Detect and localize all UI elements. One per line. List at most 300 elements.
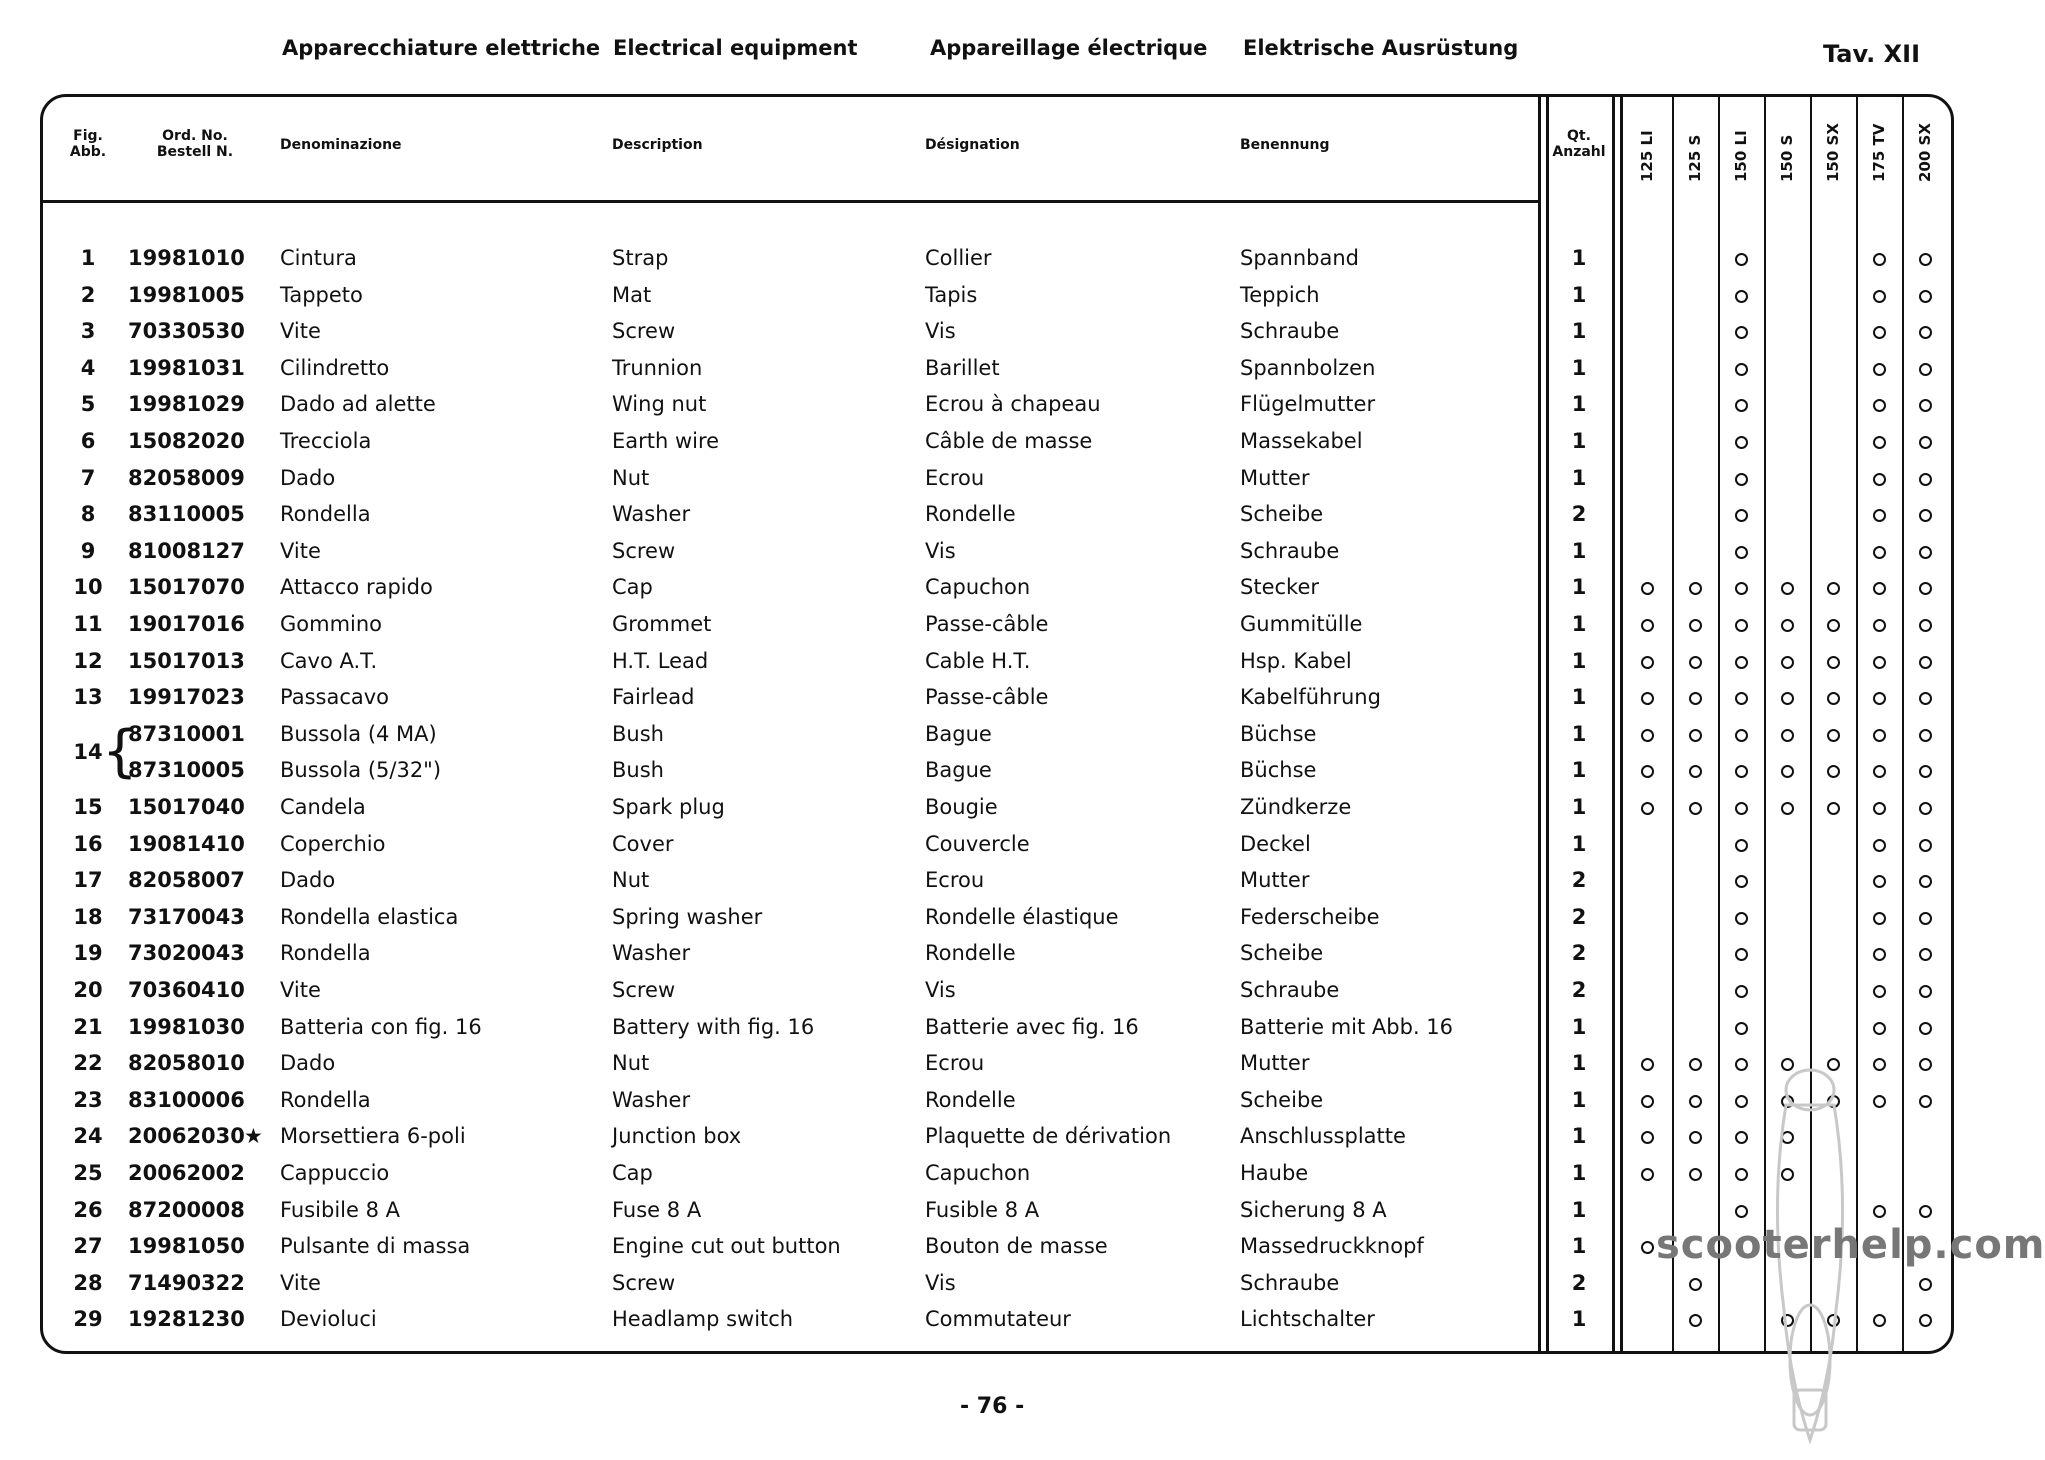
model-applicability-mark xyxy=(1827,765,1840,778)
quantity: 2 xyxy=(1571,978,1587,1002)
model-applicability-mark xyxy=(1735,436,1748,449)
model-applicability-mark xyxy=(1641,656,1654,669)
column-divider xyxy=(1718,96,1720,1352)
quantity: 1 xyxy=(1571,575,1587,599)
fig-number: 29 xyxy=(73,1307,103,1331)
description-text: Mat xyxy=(612,283,652,307)
benennung-text: Zündkerze xyxy=(1240,795,1352,819)
fig-number: 8 xyxy=(80,502,96,526)
model-applicability-mark xyxy=(1873,582,1886,595)
denominazione-text: Batteria con fig. 16 xyxy=(280,1015,482,1039)
fig-number: 15 xyxy=(73,795,103,819)
benennung-text: Haube xyxy=(1240,1161,1309,1185)
order-number: 81008127 xyxy=(128,539,245,563)
order-number: 87310005 xyxy=(128,758,245,782)
order-number: 83100006 xyxy=(128,1088,245,1112)
col-ord-label: Ord. No. xyxy=(162,128,228,144)
quantity: 1 xyxy=(1571,795,1587,819)
description-text: Wing nut xyxy=(612,392,707,416)
benennung-text: Spannbolzen xyxy=(1240,356,1376,380)
model-applicability-mark xyxy=(1781,692,1794,705)
description-text: Screw xyxy=(612,1271,676,1295)
benennung-text: Federscheibe xyxy=(1240,905,1380,929)
denominazione-text: Cappuccio xyxy=(280,1161,390,1185)
denominazione-text: Rondella elastica xyxy=(280,905,459,929)
designation-text: Vis xyxy=(925,1271,956,1295)
col-anzahl-label: Anzahl xyxy=(1552,144,1606,160)
denominazione-text: Devioluci xyxy=(280,1307,377,1331)
col-designation-header: Désignation xyxy=(925,137,1020,153)
fig-number: 23 xyxy=(73,1088,103,1112)
watermark-text: scooterhelp.com xyxy=(1656,1222,2045,1268)
fig-number: 16 xyxy=(73,832,103,856)
denominazione-text: Tappeto xyxy=(280,283,363,307)
model-header: 200 SX xyxy=(1916,123,1934,182)
model-applicability-mark xyxy=(1873,1095,1886,1108)
model-applicability-mark xyxy=(1735,363,1748,376)
model-applicability-mark xyxy=(1873,656,1886,669)
model-applicability-mark xyxy=(1735,473,1748,486)
model-applicability-mark xyxy=(1781,765,1794,778)
fig-number: 17 xyxy=(73,868,103,892)
quantity: 1 xyxy=(1571,1015,1587,1039)
model-applicability-mark xyxy=(1873,985,1886,998)
model-applicability-mark xyxy=(1781,619,1794,632)
model-applicability-mark xyxy=(1873,1022,1886,1035)
fig-number: 12 xyxy=(73,649,103,673)
model-applicability-mark xyxy=(1919,729,1932,742)
order-number: 87200008 xyxy=(128,1198,245,1222)
description-text: Earth wire xyxy=(612,429,720,453)
quantity: 1 xyxy=(1571,319,1587,343)
description-text: Spring washer xyxy=(612,905,763,929)
fig-number: 22 xyxy=(73,1051,103,1075)
model-applicability-mark xyxy=(1827,692,1840,705)
model-applicability-mark xyxy=(1873,363,1886,376)
model-applicability-mark xyxy=(1735,875,1748,888)
model-applicability-mark xyxy=(1873,509,1886,522)
quantity: 1 xyxy=(1571,685,1587,709)
model-applicability-mark xyxy=(1689,765,1702,778)
model-applicability-mark xyxy=(1919,692,1932,705)
model-header: 125 S xyxy=(1686,134,1704,182)
designation-text: Ecrou xyxy=(925,1051,985,1075)
col-fig-label: Fig. xyxy=(73,128,103,144)
quantity: 1 xyxy=(1571,1088,1587,1112)
quantity: 1 xyxy=(1571,1124,1587,1148)
designation-text: Bouton de masse xyxy=(925,1234,1108,1258)
benennung-text: Mutter xyxy=(1240,868,1310,892)
denominazione-text: Dado xyxy=(280,466,336,490)
model-applicability-mark xyxy=(1641,729,1654,742)
denominazione-text: Pulsante di massa xyxy=(280,1234,471,1258)
model-applicability-mark xyxy=(1873,1058,1886,1071)
model-applicability-mark xyxy=(1735,253,1748,266)
model-applicability-mark xyxy=(1873,948,1886,961)
model-applicability-mark xyxy=(1827,582,1840,595)
fig-number: 9 xyxy=(80,539,96,563)
description-text: Nut xyxy=(612,1051,650,1075)
denominazione-text: Candela xyxy=(280,795,366,819)
model-applicability-mark xyxy=(1781,656,1794,669)
model-applicability-mark xyxy=(1735,399,1748,412)
model-applicability-mark xyxy=(1735,765,1748,778)
model-applicability-mark xyxy=(1735,729,1748,742)
model-applicability-mark xyxy=(1735,619,1748,632)
col-qt-label: Qt. xyxy=(1567,128,1591,144)
model-applicability-mark xyxy=(1919,802,1932,815)
denominazione-text: Trecciola xyxy=(280,429,372,453)
fig-number: 10 xyxy=(73,575,103,599)
denominazione-text: Dado ad alette xyxy=(280,392,436,416)
order-number: 19981050 xyxy=(128,1234,245,1258)
model-header: 150 SX xyxy=(1824,123,1842,182)
model-applicability-mark xyxy=(1919,875,1932,888)
denominazione-text: Rondella xyxy=(280,941,371,965)
benennung-text: Mutter xyxy=(1240,1051,1310,1075)
model-applicability-mark xyxy=(1919,1022,1932,1035)
model-applicability-mark xyxy=(1919,1058,1932,1071)
fig-number: 13 xyxy=(73,685,103,709)
order-number: 15017013 xyxy=(128,649,245,673)
benennung-text: Gummitülle xyxy=(1240,612,1363,636)
model-applicability-mark xyxy=(1919,948,1932,961)
order-number: 19081410 xyxy=(128,832,245,856)
col-description-header: Description xyxy=(612,137,703,153)
benennung-text: Sicherung 8 A xyxy=(1240,1198,1387,1222)
denominazione-text: Vite xyxy=(280,1271,321,1295)
designation-text: Fusible 8 A xyxy=(925,1198,1040,1222)
model-applicability-mark xyxy=(1919,1278,1932,1291)
model-applicability-mark xyxy=(1689,729,1702,742)
title-english: Electrical equipment xyxy=(613,36,858,60)
quantity: 1 xyxy=(1571,1051,1587,1075)
order-number: 19981030 xyxy=(128,1015,245,1039)
order-number: 71490322 xyxy=(128,1271,245,1295)
order-number: 73170043 xyxy=(128,905,245,929)
model-applicability-mark xyxy=(1735,948,1748,961)
order-number: 82058009 xyxy=(128,466,245,490)
quantity: 1 xyxy=(1571,1198,1587,1222)
denominazione-text: Attacco rapido xyxy=(280,575,433,599)
denominazione-text: Bussola (4 MA) xyxy=(280,722,437,746)
description-text: Trunnion xyxy=(612,356,703,380)
fig-number: 21 xyxy=(73,1015,103,1039)
model-applicability-mark xyxy=(1873,253,1886,266)
column-divider xyxy=(1538,96,1541,1352)
description-text: Cover xyxy=(612,832,674,856)
denominazione-text: Cavo A.T. xyxy=(280,649,378,673)
designation-text: Bague xyxy=(925,722,992,746)
designation-text: Bague xyxy=(925,758,992,782)
quantity: 1 xyxy=(1571,356,1587,380)
column-divider xyxy=(1620,96,1623,1352)
fig-number: 4 xyxy=(80,356,96,380)
model-applicability-mark xyxy=(1919,765,1932,778)
quantity: 1 xyxy=(1571,1307,1587,1331)
benennung-text: Büchse xyxy=(1240,722,1317,746)
benennung-text: Scheibe xyxy=(1240,502,1324,526)
benennung-text: Anschlussplatte xyxy=(1240,1124,1406,1148)
model-applicability-mark xyxy=(1735,912,1748,925)
designation-text: Batterie avec fig. 16 xyxy=(925,1015,1139,1039)
description-text: Screw xyxy=(612,978,676,1002)
designation-text: Câble de masse xyxy=(925,429,1093,453)
order-number: 19017016 xyxy=(128,612,245,636)
model-applicability-mark xyxy=(1873,1205,1886,1218)
model-applicability-mark xyxy=(1641,582,1654,595)
model-applicability-mark xyxy=(1735,326,1748,339)
model-applicability-mark xyxy=(1735,802,1748,815)
denominazione-text: Fusibile 8 A xyxy=(280,1198,401,1222)
fig-number: 11 xyxy=(73,612,103,636)
denominazione-text: Rondella xyxy=(280,1088,371,1112)
order-number: 19981031 xyxy=(128,356,245,380)
designation-text: Tapis xyxy=(925,283,978,307)
order-number: 15017040 xyxy=(128,795,245,819)
benennung-text: Spannband xyxy=(1240,246,1359,270)
order-number: 19981005 xyxy=(128,283,245,307)
description-text: Cap xyxy=(612,1161,653,1185)
col-bestell-label: Bestell N. xyxy=(156,144,234,160)
model-applicability-mark xyxy=(1919,656,1932,669)
title-german: Elektrische Ausrüstung xyxy=(1243,36,1519,60)
model-applicability-mark xyxy=(1919,473,1932,486)
designation-text: Cable H.T. xyxy=(925,649,1031,673)
model-applicability-mark xyxy=(1873,802,1886,815)
model-applicability-mark xyxy=(1641,692,1654,705)
designation-text: Rondelle xyxy=(925,941,1016,965)
quantity: 1 xyxy=(1571,832,1587,856)
model-applicability-mark xyxy=(1735,839,1748,852)
model-applicability-mark xyxy=(1873,1314,1886,1327)
plate-number: Tav. XII xyxy=(1823,40,1920,68)
denominazione-text: Passacavo xyxy=(280,685,390,709)
model-applicability-mark xyxy=(1873,912,1886,925)
designation-text: Ecrou xyxy=(925,868,985,892)
denominazione-text: Dado xyxy=(280,1051,336,1075)
model-applicability-mark xyxy=(1919,582,1932,595)
model-applicability-mark xyxy=(1873,765,1886,778)
denominazione-text: Cintura xyxy=(280,246,357,270)
title-italian: Apparecchiature elettriche xyxy=(282,36,601,60)
model-applicability-mark xyxy=(1827,802,1840,815)
denominazione-text: Dado xyxy=(280,868,336,892)
description-text: Screw xyxy=(612,319,676,343)
designation-text: Plaquette de dérivation xyxy=(925,1124,1172,1148)
quantity: 2 xyxy=(1571,502,1587,526)
quantity: 1 xyxy=(1571,1234,1587,1258)
designation-text: Commutateur xyxy=(925,1307,1071,1331)
fig-number: 20 xyxy=(73,978,103,1002)
benennung-text: Kabelführung xyxy=(1240,685,1381,709)
denominazione-text: Vite xyxy=(280,978,321,1002)
model-applicability-mark xyxy=(1781,802,1794,815)
order-number: 70330530 xyxy=(128,319,245,343)
quantity: 1 xyxy=(1571,539,1587,563)
model-applicability-mark xyxy=(1641,1131,1654,1144)
fig-number: 1 xyxy=(80,246,96,270)
order-number: 87310001 xyxy=(128,722,245,746)
model-applicability-mark xyxy=(1689,1095,1702,1108)
model-applicability-mark xyxy=(1827,729,1840,742)
quantity: 1 xyxy=(1571,758,1587,782)
description-text: Bush xyxy=(612,758,664,782)
quantity: 1 xyxy=(1571,466,1587,490)
benennung-text: Schraube xyxy=(1240,539,1340,563)
model-applicability-mark xyxy=(1827,656,1840,669)
description-text: Battery with fig. 16 xyxy=(612,1015,815,1039)
model-applicability-mark xyxy=(1919,546,1932,559)
designation-text: Rondelle xyxy=(925,1088,1016,1112)
fig-number: 25 xyxy=(73,1161,103,1185)
quantity: 2 xyxy=(1571,905,1587,929)
model-applicability-mark xyxy=(1689,619,1702,632)
model-applicability-mark xyxy=(1827,619,1840,632)
model-applicability-mark xyxy=(1735,290,1748,303)
denominazione-text: Gommino xyxy=(280,612,383,636)
benennung-text: Schraube xyxy=(1240,319,1340,343)
description-text: Washer xyxy=(612,502,691,526)
model-applicability-mark xyxy=(1919,290,1932,303)
denominazione-text: Rondella xyxy=(280,502,371,526)
order-number: 19981010 xyxy=(128,246,245,270)
description-text: Nut xyxy=(612,868,650,892)
model-applicability-mark xyxy=(1689,582,1702,595)
model-applicability-mark xyxy=(1689,1314,1702,1327)
designation-text: Collier xyxy=(925,246,992,270)
order-number: 15017070 xyxy=(128,575,245,599)
designation-text: Vis xyxy=(925,319,956,343)
benennung-text: Scheibe xyxy=(1240,941,1324,965)
description-text: Junction box xyxy=(612,1124,742,1148)
benennung-text: Teppich xyxy=(1240,283,1320,307)
col-denominazione-header: Denominazione xyxy=(280,137,402,153)
fig-number: 18 xyxy=(73,905,103,929)
description-text: Grommet xyxy=(612,612,712,636)
designation-text: Passe-câble xyxy=(925,612,1049,636)
designation-text: Passe-câble xyxy=(925,685,1049,709)
model-applicability-mark xyxy=(1735,582,1748,595)
designation-text: Bougie xyxy=(925,795,998,819)
description-text: Engine cut out button xyxy=(612,1234,841,1258)
model-applicability-mark xyxy=(1689,692,1702,705)
designation-text: Vis xyxy=(925,978,956,1002)
fig-number: 14 xyxy=(73,740,103,764)
model-applicability-mark xyxy=(1689,1058,1702,1071)
order-number: 19981029 xyxy=(128,392,245,416)
col-qty-header xyxy=(1548,128,1610,160)
model-applicability-mark xyxy=(1919,326,1932,339)
quantity: 1 xyxy=(1571,722,1587,746)
model-header: 125 LI xyxy=(1638,130,1656,182)
model-applicability-mark xyxy=(1873,326,1886,339)
model-applicability-mark xyxy=(1781,729,1794,742)
fig-number: 26 xyxy=(73,1198,103,1222)
model-applicability-mark xyxy=(1873,619,1886,632)
model-applicability-mark xyxy=(1919,509,1932,522)
model-applicability-mark xyxy=(1735,985,1748,998)
model-applicability-mark xyxy=(1689,802,1702,815)
model-applicability-mark xyxy=(1641,1241,1654,1254)
model-applicability-mark xyxy=(1873,399,1886,412)
model-applicability-mark xyxy=(1735,1058,1748,1071)
denominazione-text: Morsettiera 6-poli xyxy=(280,1124,466,1148)
description-text: Spark plug xyxy=(612,795,725,819)
order-number: 70360410 xyxy=(128,978,245,1002)
model-applicability-mark xyxy=(1735,1095,1748,1108)
designation-text: Rondelle élastique xyxy=(925,905,1119,929)
model-applicability-mark xyxy=(1689,1131,1702,1144)
model-applicability-mark xyxy=(1641,802,1654,815)
model-header: 150 S xyxy=(1778,134,1796,182)
model-applicability-mark xyxy=(1919,839,1932,852)
column-divider xyxy=(1672,96,1674,1352)
model-applicability-mark xyxy=(1873,729,1886,742)
description-text: Fairlead xyxy=(612,685,695,709)
benennung-text: Büchse xyxy=(1240,758,1317,782)
order-number: 83110005 xyxy=(128,502,245,526)
quantity: 1 xyxy=(1571,429,1587,453)
model-applicability-mark xyxy=(1641,765,1654,778)
model-applicability-mark xyxy=(1689,1278,1702,1291)
model-applicability-mark xyxy=(1689,656,1702,669)
model-applicability-mark xyxy=(1873,473,1886,486)
model-applicability-mark xyxy=(1735,1131,1748,1144)
designation-text: Couvercle xyxy=(925,832,1030,856)
order-number: 19281230 xyxy=(128,1307,245,1331)
model-applicability-mark xyxy=(1919,436,1932,449)
benennung-text: Schraube xyxy=(1240,978,1340,1002)
page-number: - 76 - xyxy=(960,1394,1025,1419)
fig-number: 2 xyxy=(80,283,96,307)
model-applicability-mark xyxy=(1873,290,1886,303)
model-applicability-mark xyxy=(1919,912,1932,925)
title-french: Appareillage électrique xyxy=(930,36,1208,60)
order-number: 15082020 xyxy=(128,429,245,453)
designation-text: Ecrou xyxy=(925,466,985,490)
description-text: H.T. Lead xyxy=(612,649,709,673)
description-text: Bush xyxy=(612,722,664,746)
model-applicability-mark xyxy=(1919,1095,1932,1108)
order-number: 82058007 xyxy=(128,868,245,892)
description-text: Fuse 8 A xyxy=(612,1198,702,1222)
model-applicability-mark xyxy=(1735,692,1748,705)
denominazione-text: Bussola (5/32") xyxy=(280,758,442,782)
quantity: 1 xyxy=(1571,392,1587,416)
benennung-text: Massekabel xyxy=(1240,429,1363,453)
benennung-text: Massedruckknopf xyxy=(1240,1234,1424,1258)
model-applicability-mark xyxy=(1873,436,1886,449)
quantity: 2 xyxy=(1571,868,1587,892)
model-applicability-mark xyxy=(1735,656,1748,669)
model-applicability-mark xyxy=(1735,1022,1748,1035)
quantity: 1 xyxy=(1571,246,1587,270)
fig-number: 27 xyxy=(73,1234,103,1258)
benennung-text: Batterie mit Abb. 16 xyxy=(1240,1015,1454,1039)
description-text: Washer xyxy=(612,941,691,965)
quantity: 1 xyxy=(1571,612,1587,636)
model-applicability-mark xyxy=(1641,1058,1654,1071)
description-text: Cap xyxy=(612,575,653,599)
fig-number: 6 xyxy=(80,429,96,453)
header-divider xyxy=(40,200,1540,203)
model-applicability-mark xyxy=(1641,1168,1654,1181)
model-applicability-mark xyxy=(1873,875,1886,888)
model-applicability-mark xyxy=(1735,509,1748,522)
designation-text: Vis xyxy=(925,539,956,563)
order-number: 20062030 xyxy=(128,1124,245,1148)
